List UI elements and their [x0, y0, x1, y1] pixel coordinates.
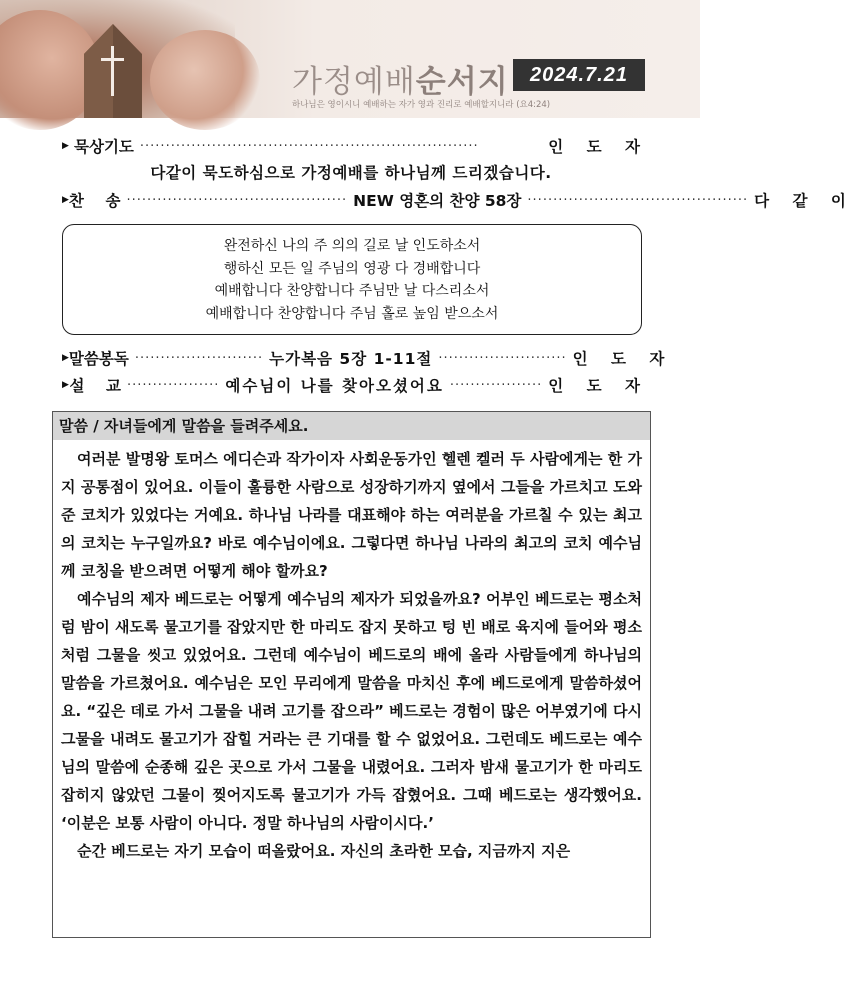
page-title: 가정예배순서지 — [292, 64, 509, 100]
sermon-paragraph: 여러분 발명왕 토머스 에디슨과 작가이자 사회운동가인 헬렌 켈러 두 사람에게는 한 가지 공통점이 있어요. 이들이 훌륭한 사람으로 성장하기까지 옆에서 그들을 가르치고 도와준 코치가 있었다는 거예요. 하나님 나라를 대표해야 하는 여러분을 가르칠 수 있는 최고의 코치는 누구일까요? 바로 예수님이에요. 그렇다면 하나님 나라의 최고의 코치 예수님께 코칭을 받으려면 어떻게 해야 할까요? — [61, 450, 642, 580]
leader-dots: ························· — [134, 350, 264, 366]
reading-passage: 누가복음 5장 1-11절 — [269, 350, 433, 368]
sermon-paragraph: 순간 베드로는 자기 모습이 떠올랐어요. 자신의 초라한 모습, 지금까지 지은 — [77, 842, 571, 860]
verse-subtitle: 하나님은 영이시니 예배하는 자가 영과 진리로 예배할지니라 (요4:24) — [292, 100, 551, 110]
meditation-label: 묵상기도 — [74, 138, 134, 156]
sermon-text-box — [52, 411, 651, 938]
date-badge: 2024.7.21 — [513, 59, 645, 91]
lyric-line: 예배합니다 찬양합니다 주님만 날 다스리소서 — [214, 283, 490, 299]
reading-leader: 인 도 자 — [572, 350, 674, 368]
reading-row — [62, 346, 674, 370]
hymn-leader: 다 같 이 — [754, 192, 855, 210]
meditation-row — [62, 134, 649, 158]
reading-label: 말씀봉독 — [68, 350, 129, 368]
hymn-lyrics-box — [62, 224, 642, 335]
triangle-bullet-icon: ▶ — [62, 141, 69, 151]
opening-sentence: 다같이 묵도하심으로 가정예배를 하나님께 드리겠습니다. — [150, 164, 552, 182]
leader-dots: ··········································· — [527, 192, 749, 208]
leader-dots: ·················· — [449, 377, 543, 393]
hymn-label: 찬 송 — [68, 192, 121, 210]
triangle-bullet-icon: ▶ — [62, 195, 69, 205]
sermon-title: 예수님이 나를 찾아오셨어요 — [225, 377, 444, 395]
lyric-line: 예배합니다 찬양합니다 주님 홀로 높임 받으소서 — [205, 305, 499, 322]
sermon-row — [62, 373, 649, 397]
sermon-paragraph: 예수님의 제자 베드로는 어떻게 예수님의 제자가 되었을까요? 어부인 베드로는 평소처럼 밤이 새도록 물고기를 잡았지만 한 마리도 잡지 못하고 텅 빈 배로 육지에 들어와 평소처럼 그물을 씻고 있었어요. 그런데 예수님이 베드로의 배에 올라 사람들에게 하나님의 말씀을 가르쳤어요. 예수님은 모인 무리에게 말씀을 마치신 후에 베드로에게 말씀하셨어요. “깊은 데로 가서 그물을 내려 고기를 잡으라” 베드로는 경험이 많은 어부였기에 다시 그물을 내려도 물고기가 잡힐 거라는 큰 기대를 할 수 없었어요. 그런데도 베드로는 예수님의 말씀에 순종해 깊은 곳으로 가서 그물을 내렸어요. 그러자 밤새 물고기가 한 마리도 잡히지 않았던 그물이 찢어지도록 물고기가 가득 잡혔어요. 그때 베드로는 생각했어요. ‘이분은 보통 사람이 아니다. 정말 하나님의 사람이시다.’ — [61, 590, 642, 832]
meditation-leader: 인 도 자 — [548, 138, 649, 156]
hymn-row — [62, 188, 855, 212]
wooden-house-cross-icon — [76, 18, 150, 118]
lyric-line: 행하신 모든 일 주님의 영광 다 경배합니다 — [223, 260, 481, 277]
sermon-leader: 인 도 자 — [548, 377, 649, 395]
hymn-title: NEW 영혼의 찬양 58장 — [353, 192, 522, 210]
triangle-bullet-icon: ▶ — [62, 380, 69, 390]
header-banner — [0, 0, 700, 118]
leader-dots: ··········································· — [126, 192, 348, 208]
sermon-body — [53, 440, 650, 865]
hands-photo — [0, 0, 235, 118]
lyric-line: 완전하신 나의 주 의의 길로 날 인도하소서 — [223, 238, 481, 254]
leader-dots: ·································································· — [139, 138, 479, 154]
sermon-heading: 말씀 / 자녀들에게 말씀을 들려주세요. — [53, 412, 650, 440]
right-hand-image — [150, 30, 260, 130]
leader-dots: ·················· — [127, 377, 220, 393]
triangle-bullet-icon: ▶ — [62, 353, 69, 363]
sermon-label: 설 교 — [69, 377, 122, 395]
leader-dots: ························· — [438, 350, 567, 366]
